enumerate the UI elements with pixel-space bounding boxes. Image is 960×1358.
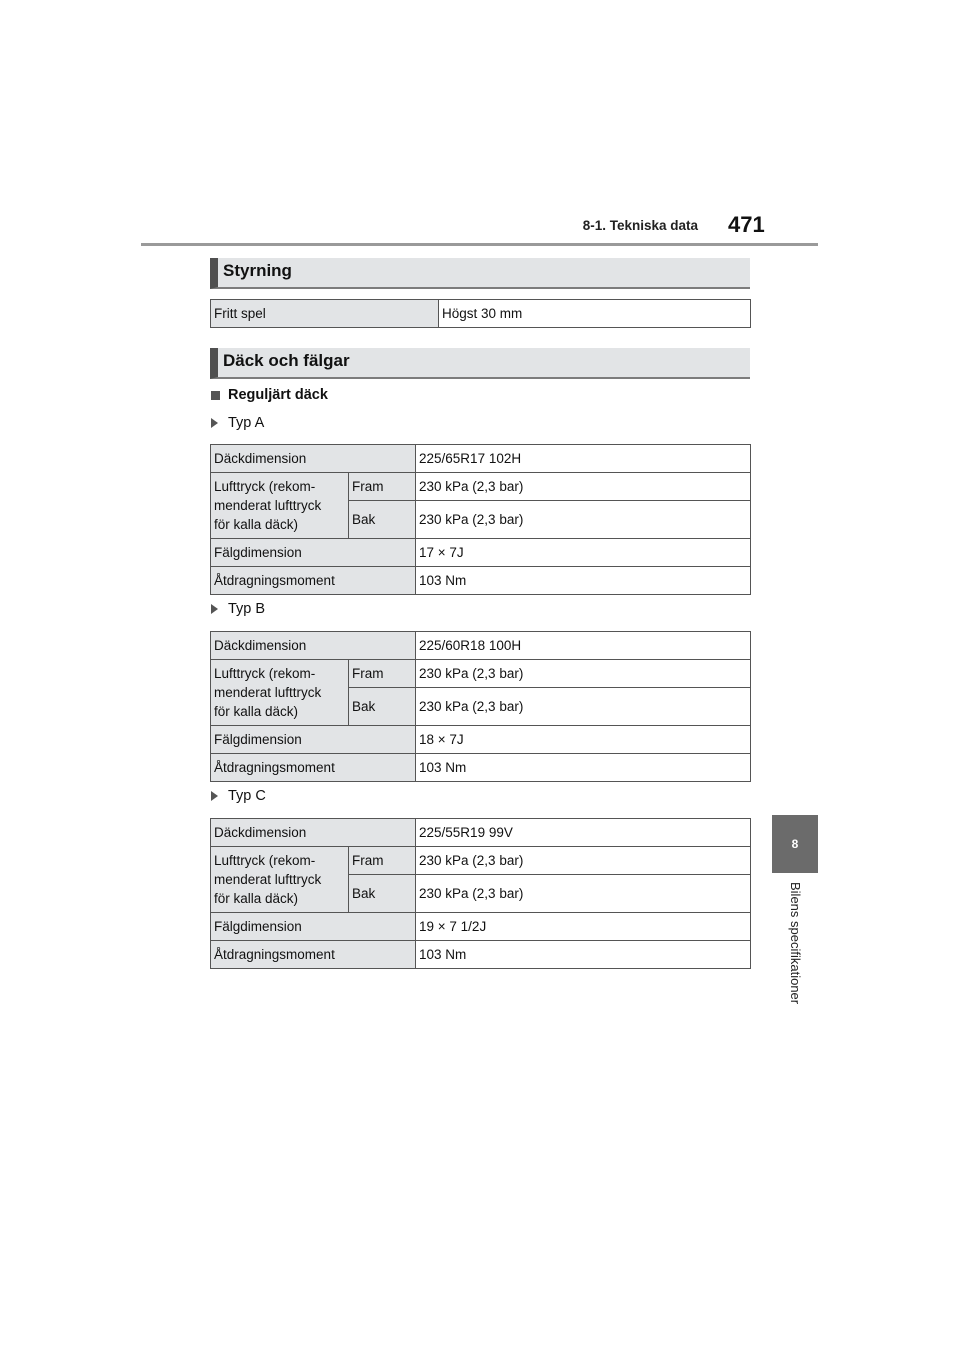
front-pressure-value: 230 kPa (2,3 bar)	[416, 473, 751, 501]
tire-size-label: Däckdimension	[211, 445, 416, 473]
tire-size-label: Däckdimension	[211, 632, 416, 660]
table-row	[211, 726, 751, 754]
free-play-label: Fritt spel	[211, 300, 439, 328]
triangle-bullet-icon	[211, 604, 218, 614]
rear-pressure-value: 230 kPa (2,3 bar)	[416, 501, 751, 539]
tire-size-value: 225/55R19 99V	[416, 819, 751, 847]
square-bullet-icon	[211, 391, 220, 400]
rear-label: Bak	[349, 501, 416, 539]
wheel-size-label: Fälgdimension	[211, 539, 416, 567]
triangle-bullet-icon	[211, 418, 218, 428]
free-play-value: Högst 30 mm	[439, 300, 751, 328]
pressure-label: Lufttryck (rekom- menderat lufttryck för kalla däck)	[211, 660, 349, 726]
pressure-label: Lufttryck (rekom- menderat lufttryck för kalla däck)	[211, 847, 349, 913]
torque-value: 103 Nm	[416, 941, 751, 969]
rear-label: Bak	[349, 875, 416, 913]
wheel-size-value: 17 × 7J	[416, 539, 751, 567]
pressure-label: Lufttryck (rekom- menderat lufttryck för kalla däck)	[211, 473, 349, 539]
table-row	[211, 660, 751, 688]
chapter-title: Bilens specifikationer	[788, 882, 803, 1005]
rear-label: Bak	[349, 688, 416, 726]
steering-table	[210, 299, 751, 328]
torque-label: Åtdragningsmoment	[211, 941, 416, 969]
table-row	[211, 473, 751, 501]
subheading-regular-tire	[211, 387, 328, 403]
table-row	[211, 632, 751, 660]
section-title: 8-1. Tekniska data	[582, 218, 698, 233]
wheel-size-value: 19 × 7 1/2J	[416, 913, 751, 941]
subheading-text: Reguljärt däck	[228, 387, 328, 403]
chapter-tab[interactable]	[772, 815, 818, 873]
type-name: Typ C	[228, 788, 266, 804]
tire-table-a	[210, 444, 751, 595]
rear-pressure-value: 230 kPa (2,3 bar)	[416, 688, 751, 726]
table-row	[211, 445, 751, 473]
torque-label: Åtdragningsmoment	[211, 754, 416, 782]
section-heading-styrning: Styrning	[210, 258, 750, 289]
table-row	[211, 941, 751, 969]
type-label-b	[211, 601, 265, 617]
front-pressure-value: 230 kPa (2,3 bar)	[416, 847, 751, 875]
front-label: Fram	[349, 660, 416, 688]
table-row	[211, 819, 751, 847]
wheel-size-label: Fälgdimension	[211, 726, 416, 754]
type-name: Typ A	[228, 415, 265, 431]
tire-size-value: 225/60R18 100H	[416, 632, 751, 660]
type-label-a	[211, 415, 264, 431]
table-row	[211, 754, 751, 782]
front-pressure-value: 230 kPa (2,3 bar)	[416, 660, 751, 688]
tire-size-label: Däckdimension	[211, 819, 416, 847]
tire-size-value: 225/65R17 102H	[416, 445, 751, 473]
wheel-size-value: 18 × 7J	[416, 726, 751, 754]
page-number: 471	[728, 212, 765, 237]
section-heading-dack: Däck och fälgar	[210, 348, 750, 379]
tire-table-b	[210, 631, 751, 782]
rear-pressure-value: 230 kPa (2,3 bar)	[416, 875, 751, 913]
table-row	[211, 567, 751, 595]
header-divider	[141, 243, 818, 246]
front-label: Fram	[349, 847, 416, 875]
type-name: Typ B	[228, 601, 266, 617]
torque-value: 103 Nm	[416, 754, 751, 782]
tire-table-c	[210, 818, 751, 969]
wheel-size-label: Fälgdimension	[211, 913, 416, 941]
table-row	[211, 300, 751, 328]
torque-label: Åtdragningsmoment	[211, 567, 416, 595]
table-row	[211, 913, 751, 941]
front-label: Fram	[349, 473, 416, 501]
table-row	[211, 539, 751, 567]
chapter-number: 8	[791, 837, 799, 851]
triangle-bullet-icon	[211, 791, 218, 801]
table-row	[211, 847, 751, 875]
type-label-c	[211, 788, 266, 804]
torque-value: 103 Nm	[416, 567, 751, 595]
